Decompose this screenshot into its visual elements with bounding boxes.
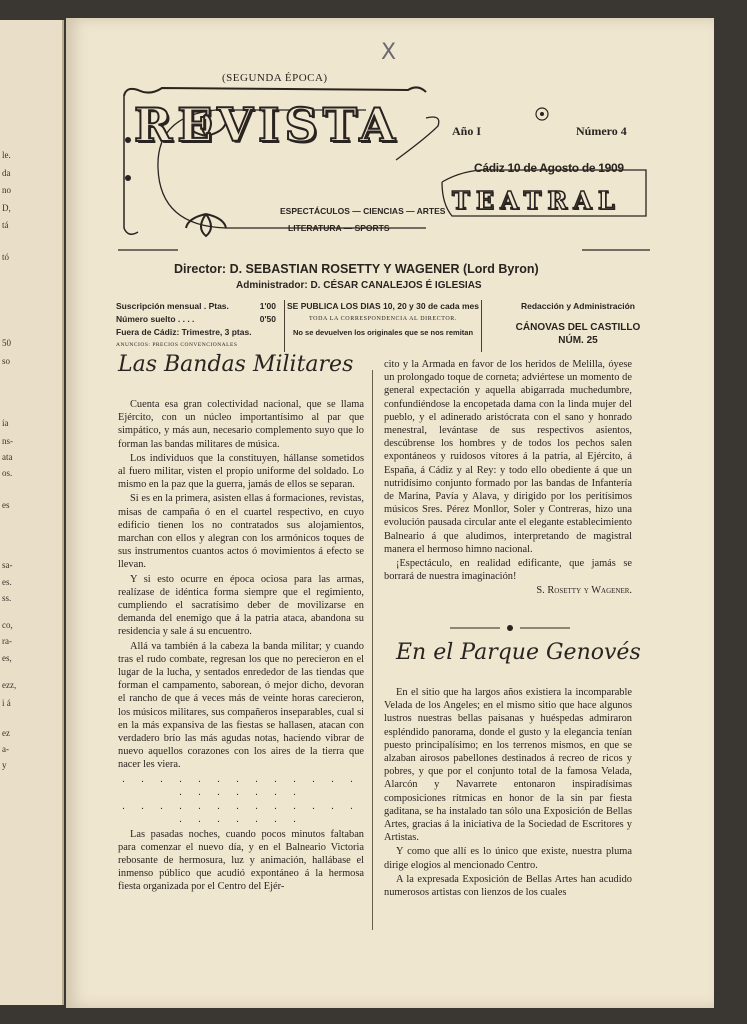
sections-line-2: LITERATURA — SPORTS — [288, 223, 390, 233]
left-page-fragment: es, — [2, 653, 12, 663]
paragraph: ¡Espectáculo, en realidad edificante, que jamás se borrará de nuestra imaginación! — [384, 558, 632, 583]
numero-ornament-inner — [540, 112, 544, 116]
left-page-fragment: ra- — [2, 636, 12, 646]
paragraph: Las pasadas noches, cuando pocos minutos faltaban para comenzar el nuevo día, y en el Balneario Victoria rebosante de hermosura, luz y animación, hallábase el inmenso público que acudió expontáneo á la hermosa fiesta organizada por el Centro del Ejér- — [118, 828, 364, 893]
article-title-bandas: Las Bandas Militares — [118, 352, 354, 377]
article-signature: S. Rosetty y Wagener. — [536, 585, 632, 597]
left-page-edge — [0, 20, 64, 1005]
issue-date: Cádiz 10 de Agosto de 1909 — [474, 161, 624, 175]
epoca-label: (SEGUNDA ÉPOCA) — [222, 72, 328, 84]
originales-note: No se devuelven los originales que se nos remitan — [292, 328, 474, 337]
redaccion-box — [484, 300, 672, 347]
article-separator — [450, 623, 570, 633]
fuera-cadiz: Fuera de Cádiz: Trimestre, 3 ptas. — [116, 327, 252, 337]
issue-number: Número 4 — [576, 124, 627, 138]
left-page-fragment: os. — [2, 468, 13, 478]
left-page-fragment: a- — [2, 744, 9, 754]
flourish-dot — [125, 137, 131, 143]
paragraph: Si es en la primera, asisten ellas á formaciones, revistas, misas de campaña ó en el cuartel respectivo, en cuyo edificio tienen los no contratados sus alojamientos, marchan con ellos y alegran con los armónicos toques de sus instrumentos cuantos actos ó movimientos á efecto se llevan. — [118, 493, 364, 571]
left-page-fragment: D, — [2, 203, 11, 213]
left-page-fragment: ns- — [2, 436, 13, 446]
fleuron-bottom — [186, 214, 226, 236]
article-bandas-column-2 — [384, 358, 632, 599]
left-page-fragment: sa- — [2, 560, 13, 570]
publication-box — [284, 300, 482, 352]
left-page-fragment: ía — [2, 418, 9, 428]
article-parque-column — [384, 686, 632, 900]
left-page-fragment: 50 — [2, 338, 11, 348]
left-page-fragment: tá — [2, 220, 9, 230]
section-dots: . . . . . . . . . . . . . . . . . . . . — [122, 773, 360, 798]
left-page-fragment: tó — [2, 252, 10, 262]
administrador-line: Administrador: D. CÉSAR CANALEJOS É IGLESIAS — [236, 280, 482, 291]
paragraph-continuation: cito y la Armada en favor de los heridos de Melilla, óyese un prolongado toque de corneta; adviértese un momento de general expectación y aquella abigarrada muchedumbre, confundiéndose la encopetada dama con la linda mujer del pueblo, y el adinerado aristócrata con el sano y honrado menestral, levántase de sus respectivos asientos, descúbrense los hombres y de todos los pechos salen expontáneos y ruidosos vítores á la patria, al Ejército, á España, á Cádiz y al Rey: y todo ello obediente á que un nutridísimo conjunto formado por las bandas de Infantería de Marina, Pavía y Alava, y dirigido por los peritísimos músicos Sres. Pérez Monllor, Soler y Contreras, hizo una evolución pausada circular ante el elegante establecimiento Balneario á que aludimos, interpretando de magistral manera el hermoso himno nacional. — [384, 359, 632, 555]
left-page-fragment: es. — [2, 577, 12, 587]
newspaper-page — [66, 18, 714, 1008]
numero-suelto-label: Número suelto . . . . — [116, 314, 195, 324]
left-page-fragment: ezz, — [2, 680, 17, 690]
director-line: Director: D. SEBASTIAN ROSETTY Y WAGENER (Lord Byron) — [174, 262, 539, 276]
paragraph: Allá va también á la cabeza la banda militar; y cuando tras el rudo combate, regresan los que no perecieron en el lugar de la lucha, y sentados enrededor de las tiendas que forman el campamento, saborean, ó mejor dicho, devoran el rancho de que á veces más de veinte horas carecieron, los músicos militares, sus compañeros inseparables, cual si en la más expansiva de las fiestas se hallasen, atacan con verdadero brío las más agudas notas, haciendo vibrar de nuevo aquellos corazones con los aires de la tierra que nacer les viera. — [118, 640, 364, 771]
masthead-title: REVISTA — [134, 98, 401, 152]
numero-suelto-price: 0'50 — [259, 314, 276, 324]
left-page-fragment: da — [2, 168, 11, 178]
left-page-fragment: no — [2, 185, 11, 195]
masthead-scroll-top — [124, 87, 426, 96]
article-title-parque: En el Parque Genovés — [396, 640, 641, 665]
issue-year: Año I — [452, 124, 482, 138]
paragraph: A la expresada Exposición de Bellas Artes han acudido numerosos artistas con lienzos de los cuales — [384, 873, 632, 899]
paragraph: Y como que allí es lo único que existe, nuestra pluma dirige elogios al mencionado Centro. — [384, 846, 632, 871]
flourish-dot — [125, 175, 131, 181]
section-dots: . . . . . . . . . . . . . . . . . . . . — [122, 801, 360, 826]
correspondencia-note: TODA LA CORRESPONDENCIA AL DIRECTOR. — [308, 316, 457, 322]
column-divider — [372, 370, 373, 930]
left-page-fragment: so — [2, 356, 11, 366]
left-page-fragment: co, — [2, 620, 13, 630]
left-page-fragment: i á — [2, 698, 11, 708]
pencil-mark: X — [381, 40, 397, 65]
paragraph: Cuenta esa gran colectividad nacional, que se llama Ejército, con un núcleo importantísimo al par que simpático, y más aun, necesario complemento suyo que lo forman las bandas militares de música. — [118, 399, 364, 450]
suscripcion-label: Suscripción mensual . Ptas. — [116, 301, 229, 311]
subscription-box — [116, 300, 276, 352]
left-page-fragment: y — [2, 760, 7, 770]
redaccion-number: NÚM. 25 — [558, 335, 598, 346]
left-page-fragment: ata — [2, 452, 13, 462]
redaccion-address: CÁNOVAS DEL CASTILLO — [515, 322, 641, 333]
redaccion-label: Redacción y Administración — [521, 301, 635, 311]
paragraph: En el sitio que ha largos años existiera la incomparable Velada de los Angeles; en el mismo sitio que hace algunos lustros nuestras bellas paisanas y huéspedas admiraron espléndido panorama, donde el gusto y la elegancia tenían puesto principalísimo; en los terrenos mismos, en que se alzaban airosos pabellones destinados á recreo de ricos y pobres, y que por el conjunto total de la famosa Velada, Alarcón y Navarrete entonaron inspiradísimas composiciones rítmicas en honor de la sin par fiesta gaditana, se ha instalado tan sólo una Exposición de Bellas Artes, gracias á la iniciativa de la Sociedad de Escritores y Artistas. — [384, 687, 632, 844]
publica-note: SE PUBLICA LOS DIAS 10, 20 y 30 de cada mes — [287, 301, 479, 311]
left-page-fragment: es — [2, 500, 10, 510]
paragraph: Y si esto ocurre en época ociosa para las armas, realízase de idéntica forma siempre que el regimiento, cumpliendo el sacratísimo deber de movilizarse en demanda del enemigo que á la patria ataca, abandona su residencia y sale á su encuentro. — [118, 573, 364, 638]
left-page-fragment: ez — [2, 728, 10, 738]
masthead-subtitle: TEATRAL — [452, 186, 621, 215]
sections-line-1: ESPECTÁCULOS — CIENCIAS — ARTES — [280, 206, 446, 216]
left-page-fragment: ss. — [2, 593, 12, 603]
left-page-fragment: le. — [2, 150, 11, 160]
paragraph: Los individuos que la constituyen, hállanse sometidos al fuero militar, visten el propio uniforme del soldado. Lo mismo en la paz que la guerra, jamás de ellos se separan. — [118, 452, 364, 491]
suscripcion-price: 1'00 — [259, 301, 276, 311]
anuncios-note: ANUNCIOS: PRECIOS CONVENCIONALES — [116, 342, 238, 348]
article-bandas-column-1 — [118, 398, 364, 895]
